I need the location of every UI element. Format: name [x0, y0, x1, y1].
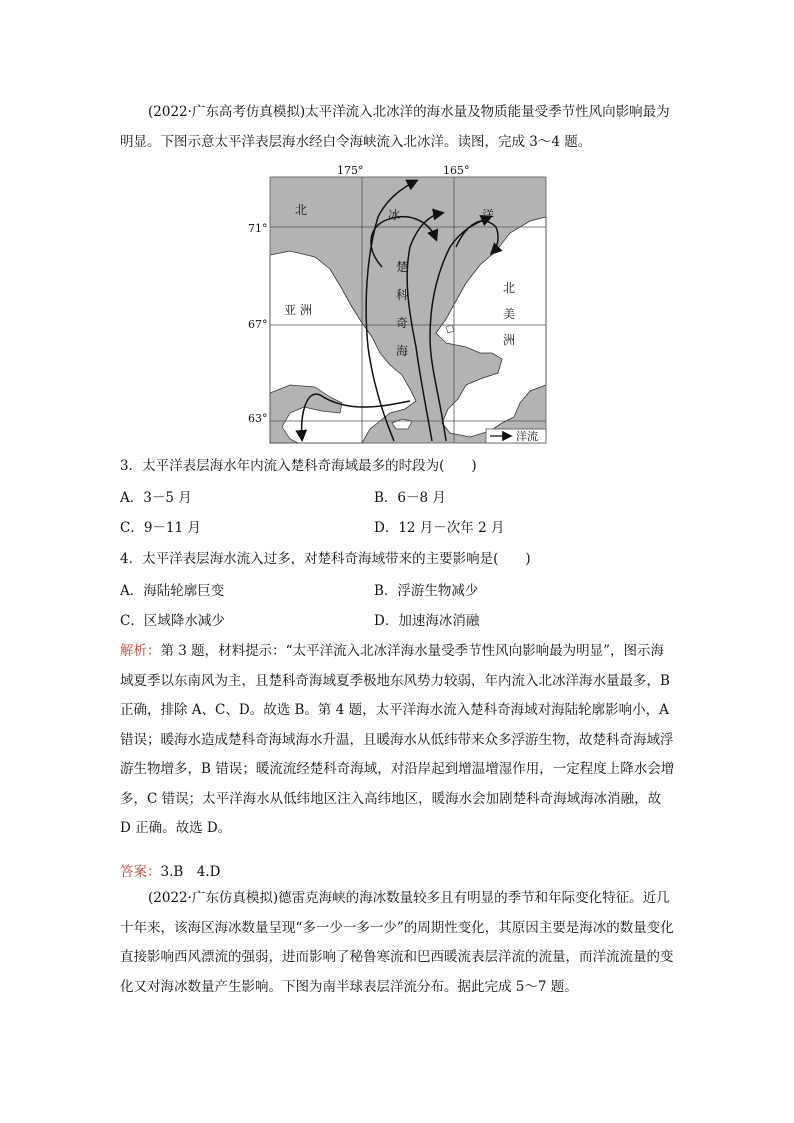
lon-label-175: 175° — [337, 164, 364, 177]
label-qi: 奇 — [396, 316, 409, 330]
label-ke: 科 — [396, 288, 409, 302]
q4-option-d: D．加速海冰消融 — [374, 613, 480, 629]
legend-label: 洋流 — [516, 430, 538, 443]
q3-option-a: A．3－5 月 — [120, 490, 192, 506]
label-na-zhou: 洲 — [503, 333, 516, 347]
answer-label: 答案： — [120, 864, 161, 880]
label-na-mei: 美 — [503, 307, 516, 321]
label-hai: 海 — [396, 344, 409, 358]
q4-option-c: C．区域降水减少 — [120, 613, 225, 629]
answer-text: 3.B 4.D — [160, 864, 221, 880]
label-bing: 冰 — [388, 208, 401, 222]
label-asia: 亚 洲 — [284, 303, 312, 317]
lat-label-63: 63° — [248, 412, 268, 425]
q3-option-b: B．6－8 月 — [374, 490, 446, 506]
analysis-label: 解析： — [120, 643, 161, 659]
bering-strait-map — [245, 160, 555, 448]
intro-paragraph-1: (2022·广东高考仿真模拟)太平洋流入北冰洋的海水量及物质能量受季节性风向影响最为明显。下图示意太平洋表层海水经白令海峡流入北冰洋。读图，完成 3～4 题。 — [120, 104, 670, 150]
lat-label-71: 71° — [248, 222, 268, 235]
intro-paragraph-2: (2022·广东仿真模拟)德雷克海峡的海冰数量较多且有明显的季节和年际变化特征。近几十年来，该海区海冰数量呈现“多一少一多一少”的周期性变化，其原因主要是海冰的数量变化直接影响西风漂流的强弱，进而影响了秘鲁寒流和巴西暖流表层洋流的流量，而洋流流量的变化又对海冰数量产生影响。下图为南半球表层洋流分布。据此完成 5～7 题。 — [120, 890, 674, 995]
analysis-text: 第 3 题，材料提示：“太平洋流入北冰洋海水量受季节性风向影响最为明显”，图示海域夏季以东南风为主，且楚科奇海域夏季极地东风势力较弱，年内流入北冰洋海水量最多，B 正确，排除 A、C、D。故选 B。第 4 题，太平洋海水流入楚科奇海域对海陆轮廓影响小，A 错误；暖海水造成楚科奇海域海水升温，且暖海水从低纬带来众多浮游生物，故楚科奇海域浮游生物增多，B 错误；暖流流经楚科奇海域，对沿岸起到增温增湿作用，一定程度上降水会增多，C 错误；太平洋海水从低纬地区注入高纬地区，暖海水会加剧楚科奇海域海冰消融，故 D 正确。故选 D。 — [120, 643, 675, 836]
lon-label-165: 165° — [443, 164, 470, 177]
lat-label-67: 67° — [248, 318, 268, 331]
label-na-bei: 北 — [503, 281, 516, 295]
label-bei: 北 — [295, 203, 308, 217]
answer-line — [120, 862, 221, 882]
label-yang: 洋 — [482, 208, 495, 222]
question-4-stem: 4．太平洋表层海水流入过多，对楚科奇海域带来的主要影响是( ) — [120, 551, 531, 567]
q4-option-a: A．海陆轮廓巨变 — [120, 583, 225, 599]
q3-option-c: C．9－11 月 — [120, 520, 201, 536]
analysis-paragraph — [120, 637, 676, 844]
q3-option-d: D．12 月－次年 2 月 — [374, 520, 505, 536]
label-chu: 楚 — [396, 260, 409, 274]
question-3-stem: 3．太平洋表层海水年内流入楚科奇海域最多的时段为( ) — [120, 458, 477, 474]
q4-option-b: B．浮游生物减少 — [374, 583, 479, 599]
